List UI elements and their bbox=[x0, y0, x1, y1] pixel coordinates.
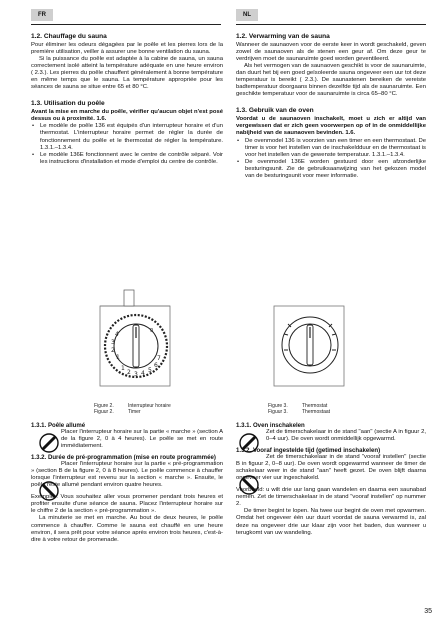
header-rule-left bbox=[31, 24, 221, 25]
section-1-3-1-text: Placer l'interrupteur horaire sur la partie « marche » (section A de la figure 2, 0 à 4 heures). Le poêle se met en route immédiatement. bbox=[61, 429, 223, 450]
svg-text:2: 2 bbox=[127, 369, 131, 376]
svg-text:1: 1 bbox=[121, 365, 125, 372]
thermostat-dial-illustration bbox=[268, 290, 352, 388]
example-paragraph-1: Exemple : Vous souhaitez aller vous promener pendant trois heures et profiter ensuite d'une séance de sauna. Placez l'interrupteur horaire sur le chiffre 2 de la section « pré-programmation ». bbox=[31, 494, 223, 515]
section-1-3-1-title: 1.3.1. Poêle allumé bbox=[31, 422, 86, 429]
example-paragraph-2-nl: De timer begint te lopen. Na twee uur begint de oven met opwarmen. Omdat het ongeveer één uur duurt voordat de sauna verwarmd is, zal deze na ongeveer drie uur klaar zijn voor het baden, dus wanneer u terugkomt van uw wandeling. bbox=[236, 508, 426, 536]
figure-3-caption bbox=[268, 403, 330, 415]
section-1-3-title-nl: 1.3. Gebruik van de oven bbox=[236, 107, 314, 115]
right-column-bottom bbox=[236, 422, 426, 537]
section-1-2-paragraph-1-nl: Wanneer de saunaoven voor de eerste keer in wordt geschakeld, geven zowel de saunaoven als de stenen een geur af. Om deze geur te verdrijven moet de saunaruimte goed worden geventileerd. bbox=[236, 42, 426, 63]
example-paragraph-1-nl: Voorbeeld: u wilt drie uur lang gaan wandelen en daarna een saunabad nemen. Zet de timerschakelaar in de stand "vooraf instellen" op nummer 2. bbox=[236, 487, 426, 508]
figure-3-text-fr: Thermostat bbox=[302, 403, 328, 409]
section-1-3-1-title-nl: 1.3.1. Oven inschakelen bbox=[236, 422, 305, 429]
figure-2-caption bbox=[94, 403, 171, 415]
bullet-model-136e-nl: • De ovenmodel 136E worden gestuurd door een afzonderlijke besturingsunit. Zie de gebruiksaanwijzing van het gekozen model van de besturingsunit voor meer informatie. bbox=[245, 159, 426, 180]
svg-text:4: 4 bbox=[115, 331, 119, 338]
figure-3-text-nl: Thermostaat bbox=[302, 409, 331, 415]
section-1-3-2-text-nl: Zet de timerschakelaar in de stand "vooraf instellen" (sectie B in figuur 2, 0–8 uur). De oven wordt opgewarmd wanneer de timer de schakelaar weer in de stand "aan" heeft gezet. De oven blijft daarna ongeveer vier uur ingeschakeld. bbox=[236, 454, 426, 482]
section-1-2-paragraph-2-nl: Als het vermogen van de saunaoven geschikt is voor de saunaruimte, dan duurt het bij een goed geïsoleerde sauna ongeveer een uur tot deze temperatuur is bereikt ( 2.3.). De saunastenen bereiken de vereiste badtemperatuur doorgaans binnen dezelfde tijd als de saunaruimte. Een geschikte temperatuur voor de saunaruimte is circa 65–80 °C. bbox=[236, 63, 426, 98]
section-1-3-1-text-nl: Zet de timerschakelaar in de stand "aan" (sectie A in figuur 2, 0–4 uur). De oven wordt onmiddellijk opgewarmd. bbox=[266, 429, 426, 443]
bullet-model-136-nl: • De ovenmodel 136 is voorzien van een timer en een thermostaat. De timer is voor het instellen van de inschakeldduur en de thermostaat is voor het instellen van de gewenste temperatuur. 1.3.1.–1.3.4. bbox=[245, 138, 426, 159]
section-1-2-paragraph-2: Si la puissance du poêle est adaptée à la cabine de sauna, un sauna correctement isolé atteint la température adéquate en une heure environ ( 2.3.). Les pierres du poêle chauffent généralement à bonne température en même temps que le sauna. La température appropriée pour les séances de sauna se situe entre 65 et 80 °C. bbox=[31, 56, 223, 91]
timer-dial-illustration bbox=[94, 288, 178, 388]
section-1-2-paragraph-1: Pour éliminer les odeurs dégagées par le poêle et les pierres lors de la première utilisation, veiller à assurer une bonne ventilation du sauna. bbox=[31, 42, 223, 56]
section-1-3-title: 1.3. Utilisation du poêle bbox=[31, 100, 105, 108]
svg-text:4: 4 bbox=[141, 370, 145, 377]
example-paragraph-2: La minuterie se met en marche. Au bout de deux heures, le poêle commence à chauffer. Comme le sauna est chauffé en une heure environ, il sera prêt pour votre séance après environ trois heures, c'est-à-dire à votre retour de promenade. bbox=[31, 515, 223, 543]
lang-badge-fr: FR bbox=[31, 9, 53, 21]
section-1-3-lead: Avant la mise en marche du poêle, vérifier qu'aucun objet n'est posé dessus ou à proximité. 1.6. bbox=[31, 109, 223, 123]
bullet-model-136e: • Le modèle 136E fonctionnent avec le centre de contrôle séparé. Voir les instructions d'installation et mode d'emploi du centre de contrôle. bbox=[40, 152, 223, 166]
section-1-2-title-nl: 1.2. Verwarming van de sauna bbox=[236, 33, 330, 40]
section-1-3-2-title-nl: 1.3.2. Vooraf ingestelde tijd (getimed inschakelen) bbox=[236, 447, 381, 455]
right-column-top bbox=[236, 33, 426, 180]
svg-text:1: 1 bbox=[116, 354, 120, 361]
section-1-3-2-title: 1.3.2. Durée de pré-programmation (mise en route programmée) bbox=[31, 454, 216, 462]
figure-2-text-nl: Timer bbox=[128, 409, 141, 415]
section-1-3-bullets bbox=[31, 123, 223, 165]
figure-3-label-nl: Figuur 3. bbox=[268, 409, 288, 415]
bullet-model-136: • Le modèle de poêle 136 est équipés d'un interrupteur horaire et d'un thermostat. L'interrupteur horaire permet de régler la durée de fonctionnement du poêle et le thermostat de régler la température. 1.3.1.–1.3.4. bbox=[40, 123, 223, 151]
section-1-2-title: 1.2. Chauffage du sauna bbox=[31, 33, 107, 40]
header-rule-right bbox=[236, 24, 426, 25]
figure-3-label-fr: Figure 3. bbox=[268, 403, 288, 409]
page-number: 35 bbox=[424, 608, 432, 615]
figure-2-label-fr: Figure 2. bbox=[94, 403, 114, 409]
svg-text:3: 3 bbox=[134, 371, 138, 378]
section-1-3-bullets-nl bbox=[236, 138, 426, 180]
lang-badge-nl: NL bbox=[236, 9, 258, 21]
left-column-bottom bbox=[31, 422, 223, 544]
svg-text:6: 6 bbox=[154, 362, 158, 369]
svg-text:7: 7 bbox=[157, 355, 161, 362]
figure-2-text-fr: Interrupteur horaire bbox=[128, 403, 171, 409]
svg-text:2: 2 bbox=[111, 347, 115, 354]
figure-2-label-nl: Figuur 2. bbox=[94, 409, 114, 415]
svg-text:3: 3 bbox=[111, 339, 115, 346]
svg-text:0: 0 bbox=[150, 328, 154, 334]
svg-text:5: 5 bbox=[148, 367, 152, 374]
section-1-3-2-text: Placer l'interrupteur horaire sur la partie « pré-programmation » (section B de la figure 2, 0 à 8 heures). Le poêle commence à chauffer lorsque l'interrupteur est revenu sur la section « marche ». Ensuite, le poêle reste allumé pendant environ quatre heures. bbox=[31, 461, 223, 489]
left-column-top bbox=[31, 33, 223, 166]
section-1-3-lead-nl: Voordat u de saunaoven inschakelt, moet u zich er altijd van vergewissen dat er zich geen voorwerpen op of in de onmiddellijke nabijheid van de saunaoven bevinden. 1.6. bbox=[236, 116, 426, 137]
